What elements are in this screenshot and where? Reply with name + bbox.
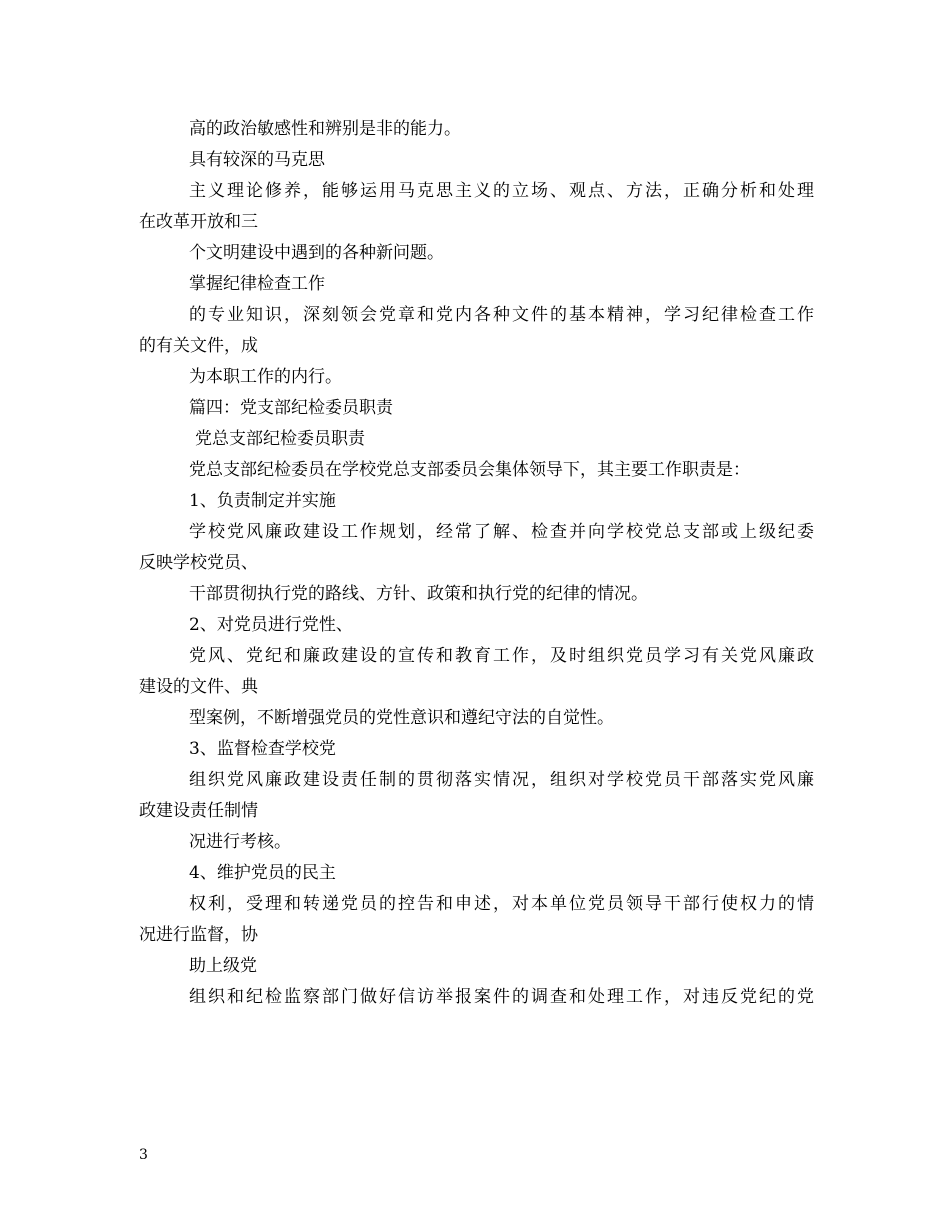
text-line: 的有关文件，成	[139, 336, 258, 356]
text-line: 况进行监督，协	[139, 925, 258, 945]
text-line: 反映学校党员、	[139, 553, 258, 573]
text-line: 4、维护党员的民主	[189, 863, 336, 883]
text-line: 篇四：党支部纪检委员职责	[189, 398, 393, 418]
text-line: 1、负责制定并实施	[189, 491, 336, 511]
text-line: 组织和纪检监察部门做好信访举报案件的调查和处理工作，对违反党纪的党	[189, 987, 814, 1007]
text-line: 在改革开放和三	[139, 212, 258, 232]
page-number: 3	[139, 1147, 148, 1163]
text-line: 建设的文件、典	[139, 677, 258, 697]
text-line: 助上级党	[189, 956, 257, 976]
text-line: 高的政治敏感性和辨别是非的能力。	[189, 119, 461, 139]
text-line: 学校党风廉政建设工作规划，经常了解、检查并向学校党总支部或上级纪委	[189, 522, 814, 542]
text-line: 权利，受理和转递党员的控告和申述，对本单位党员领导干部行使权力的情	[189, 894, 814, 914]
text-line: 型案例，不断增强党员的党性意识和遵纪守法的自觉性。	[189, 708, 614, 728]
text-line: 的专业知识，深刻领会党章和党内各种文件的基本精神，学习纪律检查工作	[189, 305, 814, 325]
text-line: 具有较深的马克思	[189, 150, 325, 170]
document-body	[139, 114, 814, 1013]
text-line: 党风、党纪和廉政建设的宣传和教育工作，及时组织党员学习有关党风廉政	[189, 646, 814, 666]
text-line: 政建设责任制情	[139, 801, 258, 821]
text-line: 主义理论修养，能够运用马克思主义的立场、观点、方法，正确分析和处理	[189, 181, 814, 201]
text-line: 组织党风廉政建设责任制的贯彻落实情况，组织对学校党员干部落实党风廉	[189, 770, 814, 790]
text-line: 党总支部纪检委员在学校党总支部委员会集体领导下，其主要工作职责是：	[189, 460, 750, 480]
text-line: 个文明建设中遇到的各种新问题。	[189, 243, 444, 263]
text-line: 3、监督检查学校党	[189, 739, 336, 759]
text-line: 况进行考核。	[189, 832, 291, 852]
text-line: 党总支部纪检委员职责	[195, 429, 365, 449]
text-line: 2、对党员进行党性、	[189, 615, 353, 635]
text-line: 干部贯彻执行党的路线、方针、政策和执行党的纪律的情况。	[189, 584, 648, 604]
text-line: 掌握纪律检查工作	[189, 274, 325, 294]
text-line: 为本职工作的内行。	[189, 367, 342, 387]
